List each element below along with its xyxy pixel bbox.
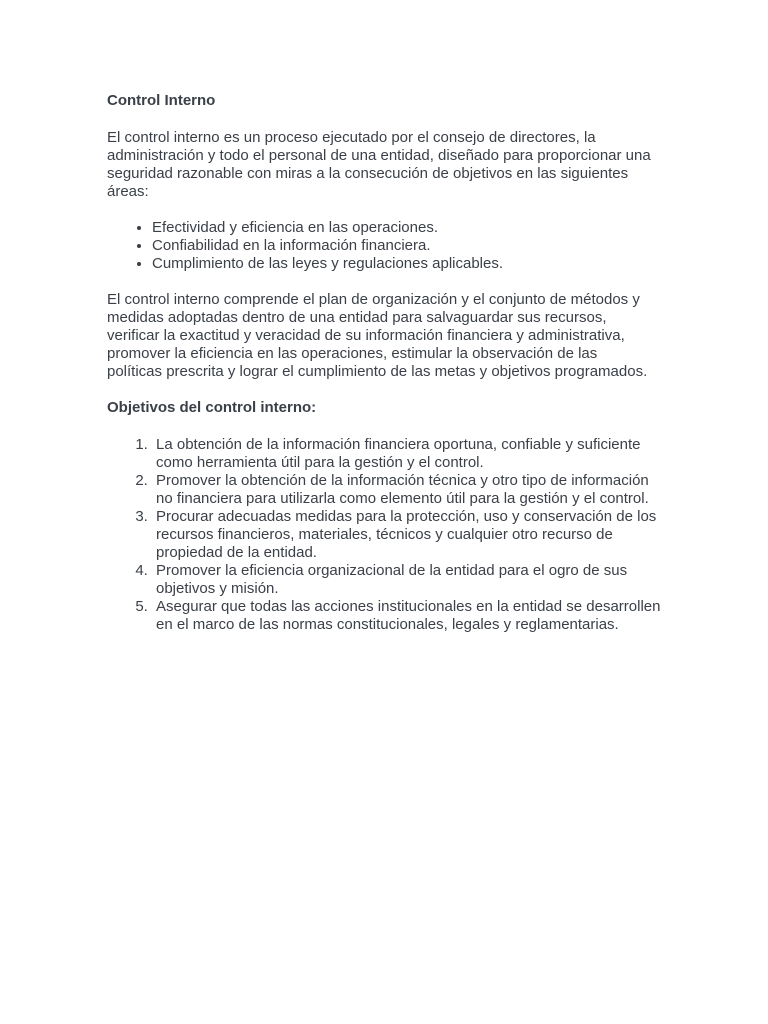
intro-paragraph: El control interno es un proceso ejecutado por el consejo de directores, la administración y todo el personal de una entidad, diseñado para proporcionar una seguridad razonable con miras a la consecución de objetivos en las siguientes áreas: xyxy=(107,129,651,200)
list-item: • Efectividad y eficiencia en las operaciones. xyxy=(152,219,668,237)
list-item: 1. La obtención de la información financiera oportuna, confiable y suficiente como herramienta útil para la gestión y el control. xyxy=(152,436,662,472)
list-item: 4. Promover la eficiencia organizacional de la entidad para el ogro de sus objetivos y misión. xyxy=(152,562,662,598)
list-item: • Cumplimiento de las leyes y regulaciones aplicables. xyxy=(152,255,668,273)
list-item: 5. Asegurar que todas las acciones institucionales en la entidad se desarrollen en el marco de las normas constitucionales, legales y reglamentarias. xyxy=(152,598,662,634)
objectives-list xyxy=(107,436,662,634)
objectives-heading: Objetivos del control interno: xyxy=(107,399,317,416)
list-item: 3. Procurar adecuadas medidas para la protección, uso y conservación de los recursos financieros, materiales, técnicos y cualquier otro recurso de propiedad de la entidad. xyxy=(152,508,662,562)
description-paragraph: El control interno comprende el plan de organización y el conjunto de métodos y medidas adoptadas dentro de una entidad para salvaguardar sus recursos, verificar la exactitud y veracidad de su información financiera y administrativa, promover la eficiencia en las operaciones, estimular la observación de las políticas prescrita y lograr el cumplimiento de las metas y objetivos programados. xyxy=(107,291,648,380)
list-item: 2. Promover la obtención de la información técnica y otro tipo de información no financiera para utilizarla como elemento útil para la gestión y el control. xyxy=(152,472,662,508)
areas-list xyxy=(107,219,668,273)
document-title: Control Interno xyxy=(107,92,216,109)
list-item: • Confiabilidad en la información financiera. xyxy=(152,237,668,255)
